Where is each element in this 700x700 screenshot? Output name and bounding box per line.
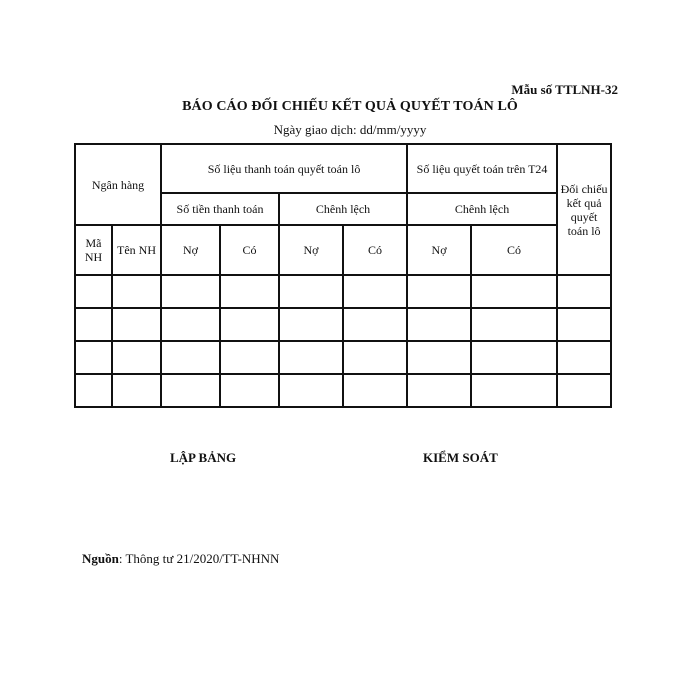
table-cell xyxy=(471,374,557,407)
header-debit: Nợ xyxy=(161,225,220,275)
header-bank-code: Mã NH xyxy=(75,225,112,275)
header-bank: Ngân hàng xyxy=(75,144,161,225)
header-reconcile: Đối chiếu kết quả quyết toán lô xyxy=(557,144,611,275)
report-title: BÁO CÁO ĐỐI CHIẾU KẾT QUẢ QUYẾT TOÁN LÔ xyxy=(182,99,518,114)
header-bank-name: Tên NH xyxy=(112,225,161,275)
table-cell xyxy=(161,374,220,407)
table-cell xyxy=(220,308,279,341)
source-label: Nguồn xyxy=(82,551,119,566)
table-cell xyxy=(75,374,112,407)
table-row xyxy=(75,308,611,341)
source-note xyxy=(82,551,279,567)
header-credit: Có xyxy=(471,225,557,275)
table-cell xyxy=(279,374,343,407)
table-cell xyxy=(557,275,611,308)
table-cell xyxy=(220,374,279,407)
table-cell xyxy=(343,374,407,407)
table-cell xyxy=(112,275,161,308)
reconciliation-table xyxy=(74,143,612,408)
header-debit: Nợ xyxy=(279,225,343,275)
header-t24-difference: Chênh lệch xyxy=(407,193,557,225)
table-cell xyxy=(557,374,611,407)
header-difference: Chênh lệch xyxy=(279,193,407,225)
transaction-date: Ngày giao dịch: dd/mm/yyyy xyxy=(273,122,427,137)
table-cell xyxy=(343,308,407,341)
table-cell xyxy=(112,374,161,407)
form-code: Mẫu số TTLNH-32 xyxy=(511,82,618,97)
table-cell xyxy=(75,308,112,341)
table-cell xyxy=(75,341,112,374)
table-cell xyxy=(407,341,471,374)
table-row xyxy=(75,341,611,374)
header-debit: Nợ xyxy=(407,225,471,275)
table-cell xyxy=(279,308,343,341)
table-cell xyxy=(161,341,220,374)
table-cell xyxy=(112,341,161,374)
table-cell xyxy=(343,341,407,374)
table-cell xyxy=(161,308,220,341)
table-cell xyxy=(557,341,611,374)
table-cell xyxy=(279,341,343,374)
header-settlement-group: Số liệu thanh toán quyết toán lô xyxy=(161,144,407,193)
header-credit: Có xyxy=(220,225,279,275)
header-credit: Có xyxy=(343,225,407,275)
table-cell xyxy=(112,308,161,341)
table-cell xyxy=(343,275,407,308)
table-cell xyxy=(471,308,557,341)
header-payment-amount: Số tiền thanh toán xyxy=(161,193,279,225)
controller-label: KIỂM SOÁT xyxy=(423,450,498,465)
table-cell xyxy=(407,374,471,407)
prepared-by-label: LẬP BẢNG xyxy=(170,450,237,465)
table-cell xyxy=(557,308,611,341)
table-cell xyxy=(220,341,279,374)
table-cell xyxy=(407,275,471,308)
table-cell xyxy=(407,308,471,341)
table-row xyxy=(75,275,611,308)
header-t24-group: Số liệu quyết toán trên T24 xyxy=(407,144,557,193)
table-cell xyxy=(161,275,220,308)
table-cell xyxy=(75,275,112,308)
table-cell xyxy=(220,275,279,308)
table-row xyxy=(75,374,611,407)
table-cell xyxy=(471,275,557,308)
table-cell xyxy=(471,341,557,374)
table-cell xyxy=(279,275,343,308)
source-text: : Thông tư 21/2020/TT-NHNN xyxy=(118,551,280,566)
